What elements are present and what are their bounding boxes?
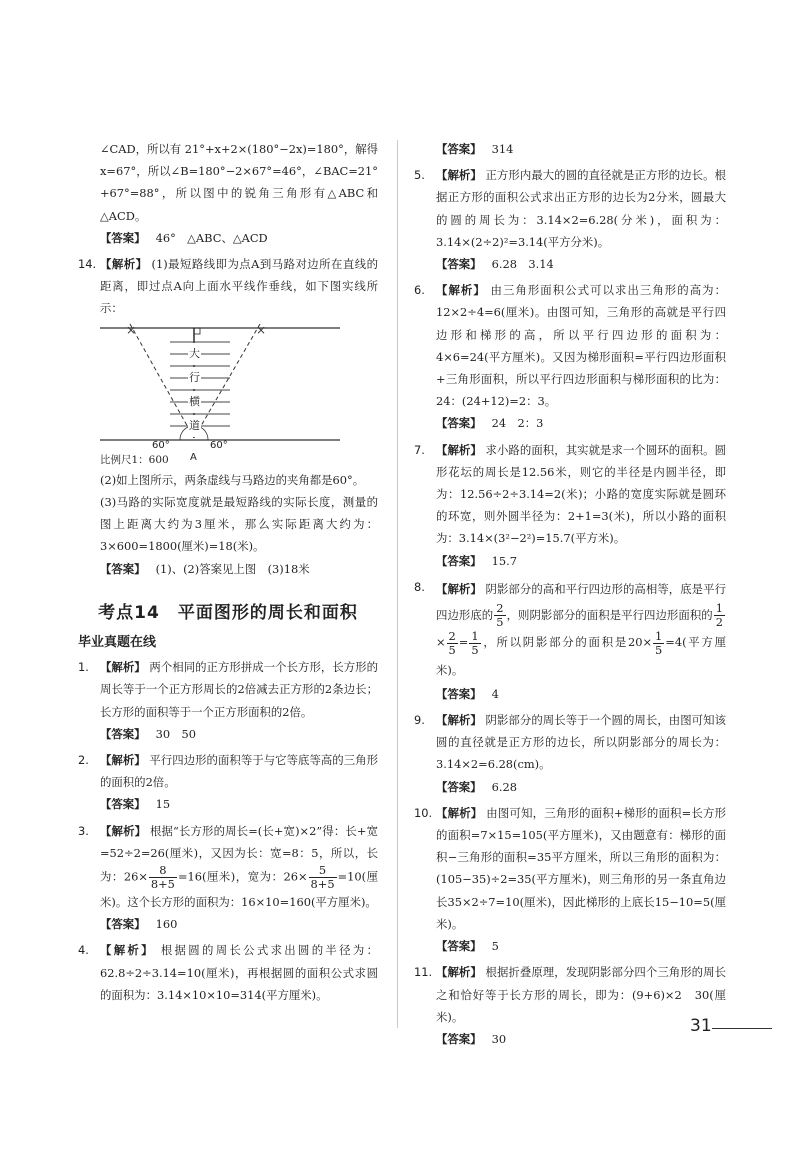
analysis-label: 【解析】 [436,713,482,728]
q1-answer [78,723,378,745]
answer-label: 【答案】 [100,917,146,932]
analysis-label: 【解析】 [436,805,483,820]
subsection-title: 毕业真题在线 [78,635,157,651]
fraction [653,630,664,657]
q8-answer [414,683,726,705]
question-number: 4. [78,943,89,958]
answer-value: 15.7 [491,553,517,568]
q7-body: 求小路的面积，其实就是求一个圆环的面积。圆形花坛的周长是12.56米，则它的半径是内圆半径，即为：12.56÷2÷3.14=2(米)；小路的宽度实际就是圆环的环宽，则外圆半径为：2+1=3(米)，所以小路的面积为：3.14×(3²−2²)=15.7(平方米)。 [436,442,726,546]
q3-answer [78,913,378,935]
question-4 [78,939,378,1006]
crosswalk-char-1: 大 [188,343,201,365]
answer-label: 【答案】 [436,686,482,701]
answer-label: 【答案】 [436,416,482,431]
fraction [714,602,725,629]
equals-sign: = [458,635,469,650]
q3-body-a: 根据“长方形的周长=(长+宽)×2”得：长+宽=52÷2=26(厘米)，又因为长：宽=8：5，所以，长为：26× [100,823,378,884]
right-angle-mark [194,328,200,334]
dashed-line-right [194,324,260,438]
answer-label: 【答案】 [436,553,482,568]
q4-body: 根据圆的周长公式求出圆的半径为：62.8÷2÷3.14=10(厘米)，再根据圆的面积公式求圆的面积为：3.14×10×10=314(平方厘米)。 [100,943,378,1002]
q14-p3: (3)马路的实际宽度就是最短路线的实际长度，测量的图上距离大约为3厘米，那么实际距离大约为：3×600=1800(厘米)=18(米)。 [100,495,378,554]
analysis-label: 【解析】 [100,943,155,958]
fraction-denominator: 5 [655,642,663,657]
crosswalk-diagram [100,322,378,469]
fraction [469,630,480,657]
analysis-label: 【解析】 [436,442,482,457]
q13-tail-text: ∠CAD，所以有 21°+x+2×(180°−2x)=180°，解得 x=67°，所以∠B=180°−2×67°=46°，∠BAC=21°+67°=88°，所以图中的锐角三角形有△ABC和△ACD。 [100,142,378,223]
question-2 [78,749,378,793]
section-title: 考点14 平面图形的周长和面积 [98,602,358,623]
q2-text [100,749,378,793]
question-number: 7. [414,442,425,457]
analysis-label: 【解析】 [100,753,146,768]
point-a-label: A [190,451,197,463]
crosswalk-char-3: 横 [188,391,201,413]
q7-answer [414,550,726,572]
answer-label: 【答案】 [100,561,146,576]
times-sign: × [436,635,446,650]
answer-value: 6.28 3.14 [491,257,554,272]
question-number: 2. [78,753,89,768]
answer-label: 【答案】 [436,142,482,156]
left-column [78,138,378,1006]
fraction [309,864,337,891]
analysis-label: 【解析】 [436,965,482,980]
analysis-label: 【解析】 [436,168,482,183]
q11-text [436,961,726,1028]
question-number: 10. [414,805,433,820]
question-number: 11. [414,965,433,980]
question-10 [414,802,726,935]
fraction-numerator: 1 [471,628,479,643]
question-5 [414,164,726,253]
analysis-label: 【解析】 [100,257,148,272]
q14-p2: (2)如上图所示，两条虚线与马路边的夹角都是60°。 [100,472,365,487]
answer-value: 6.28 [491,779,517,794]
analysis-label: 【解析】 [436,581,482,596]
fraction [149,864,177,891]
crosswalk-char-4: 道 [188,415,201,437]
q3-body-c: =10(厘米)。这个长方形的面积为：16×10=160(平方厘米)。 [100,869,378,910]
q9-text [436,709,726,776]
answer-label: 【答案】 [100,726,146,741]
q14-p1 [100,253,378,320]
answer-value: 46° △ABC、△ACD [155,230,268,245]
fraction-denominator: 5 [471,642,479,657]
angle-arc-right [200,427,208,440]
question-1 [78,656,378,723]
question-number: 1. [78,660,89,675]
q4-answer [414,138,726,160]
dashed-line-left [130,324,194,438]
q2-answer [78,793,378,815]
question-3 [78,820,378,914]
q10-answer [414,935,726,957]
q1-body: 两个相同的正方形拼成一个长方形，长方形的周长等于一个正方形周长的2倍减去正方形的2条边长；长方形的面积等于一个正方形面积的2倍。 [100,660,378,719]
q6-answer [414,412,726,434]
analysis-label: 【解析】 [436,283,486,298]
q1-text [100,656,378,723]
answer-value: 160 [155,917,178,932]
q5-body: 正方形内最大的圆的直径就是正方形的边长。根据正方形的面积公式求出正方形的边长为2分米，圆最大的圆的周长为：3.14×2=6.28(分米)，面积为：3.14×(2÷2)²=3.14(平方分米)。 [436,168,726,249]
fraction-denominator: 2 [715,615,723,630]
answer-value: 24 2：3 [491,416,544,431]
q13-answer [78,227,378,249]
q8-body-a: 阴影部分的高和平行四边形的高相等，底是平行四边形底的 [436,581,726,622]
q10-text [436,802,726,935]
q10-body: 由图可知，三角形的面积+梯形的面积=长方形的面积=7×15=105(平方厘米)，又由题意有：梯形的面积−三角形的面积=35平方厘米，所以三角形的面积为：(105−35)÷2=35(平方厘米)，则三角形的另一条直角边长35×2÷7=10(厘米)，因此梯形的上底长15−10=5(厘米)。 [436,805,727,931]
analysis-label: 【解析】 [100,660,146,675]
answer-label: 【答案】 [100,797,146,812]
question-8 [414,576,726,683]
page-number-rule [712,1028,772,1029]
q8-text [436,576,726,683]
crosswalk-char-2: 行 [188,367,201,389]
answer-value: 4 [491,686,499,701]
angle-label-right: 60° [210,439,228,451]
q3-text [100,820,378,914]
question-number: 9. [414,713,425,728]
fraction-numerator: 1 [655,628,663,643]
q9-answer [414,776,726,798]
answer-value: 5 [491,939,499,954]
q14-p1-text: (1)最短路线即为点A到马路对边所在直线的距离，即过点A向上面水平线作垂线，如下图实线所示： [100,257,378,316]
question-9 [414,709,726,776]
answer-label: 【答案】 [436,257,482,272]
fraction-numerator: 5 [309,864,337,878]
answer-label: 【答案】 [436,779,482,794]
question-number: 5. [414,168,425,183]
right-column [414,138,726,1054]
q5-answer [414,253,726,275]
fraction-denominator: 8+5 [310,877,335,892]
q3-body-b: =16(厘米)，宽为：26× [177,869,308,884]
q6-body: 由三角形面积公式可以求出三角形的高为：12×2÷4=6(厘米)。由图可知，三角形的高就是平行四边形和梯形的高，所以平行四边形的面积为：4×6=24(平方厘米)。又因为梯形面积=平行四边形面积+三角形面积，所以平行四边形面积与梯形面积的比为：24：(24+12)=2：3。 [436,283,726,409]
fraction-denominator: 5 [496,615,504,630]
cross-mark-left: × [126,322,137,337]
fraction-numerator: 2 [448,628,456,643]
q11-answer [414,1028,726,1050]
q8-body-b: ，则阴影部分的面积是平行四边形面积的 [506,607,713,622]
fraction [494,602,505,629]
answer-label: 【答案】 [100,230,146,245]
fraction-denominator: 5 [448,642,456,657]
q8-body-d: =4(平方厘米)。 [436,635,726,677]
question-number: 8. [414,579,425,594]
q14-answer [78,558,378,580]
page-number: 31 [690,1016,712,1036]
fraction-denominator: 8+5 [150,877,175,892]
q8-body-c: ，所以阴影部分的面积是20× [481,635,653,650]
question-number: 14. [78,257,97,272]
answer-value: 30 [491,1031,507,1046]
answer-label: 【答案】 [436,1031,482,1046]
fraction-numerator: 8 [149,864,177,878]
fraction [447,630,458,657]
q2-body: 平行四边形的面积等于与它等底等高的三角形的面积的2倍。 [100,753,378,790]
angle-label-left: 60° [152,439,170,451]
q4-text [100,939,378,1006]
question-number: 6. [414,283,425,298]
cross-mark-right: × [256,322,267,337]
question-11 [414,961,726,1028]
question-14 [78,253,378,320]
answer-value: 15 [155,797,171,812]
q5-text [436,164,726,253]
analysis-label: 【解析】 [100,823,147,838]
column-divider [397,140,398,1028]
answer-value: (1)、(2)答案见上图 (3)18米 [155,561,310,576]
question-number: 3. [78,823,89,838]
answer-value: 314 [491,142,514,156]
answer-label: 【答案】 [436,939,482,954]
scale-label: 比例尺1：600 [100,453,169,466]
q9-body: 阴影部分的周长等于一个圆的周长，由图可知该圆的直径就是正方形的边长，所以阴影部分的周长为：3.14×2=6.28(cm)。 [436,713,726,772]
angle-arc-left [180,427,188,440]
q11-body: 根据折叠原理，发现阴影部分四个三角形的周长之和恰好等于长方形的周长，即为：(9+6)×2 30(厘米)。 [436,965,726,1024]
question-6 [414,279,726,412]
q6-text [436,279,726,412]
question-7 [414,439,726,550]
q7-text [436,439,726,550]
answer-value: 30 50 [155,726,196,741]
fraction-numerator: 2 [496,601,504,616]
fraction-numerator: 1 [715,601,723,616]
